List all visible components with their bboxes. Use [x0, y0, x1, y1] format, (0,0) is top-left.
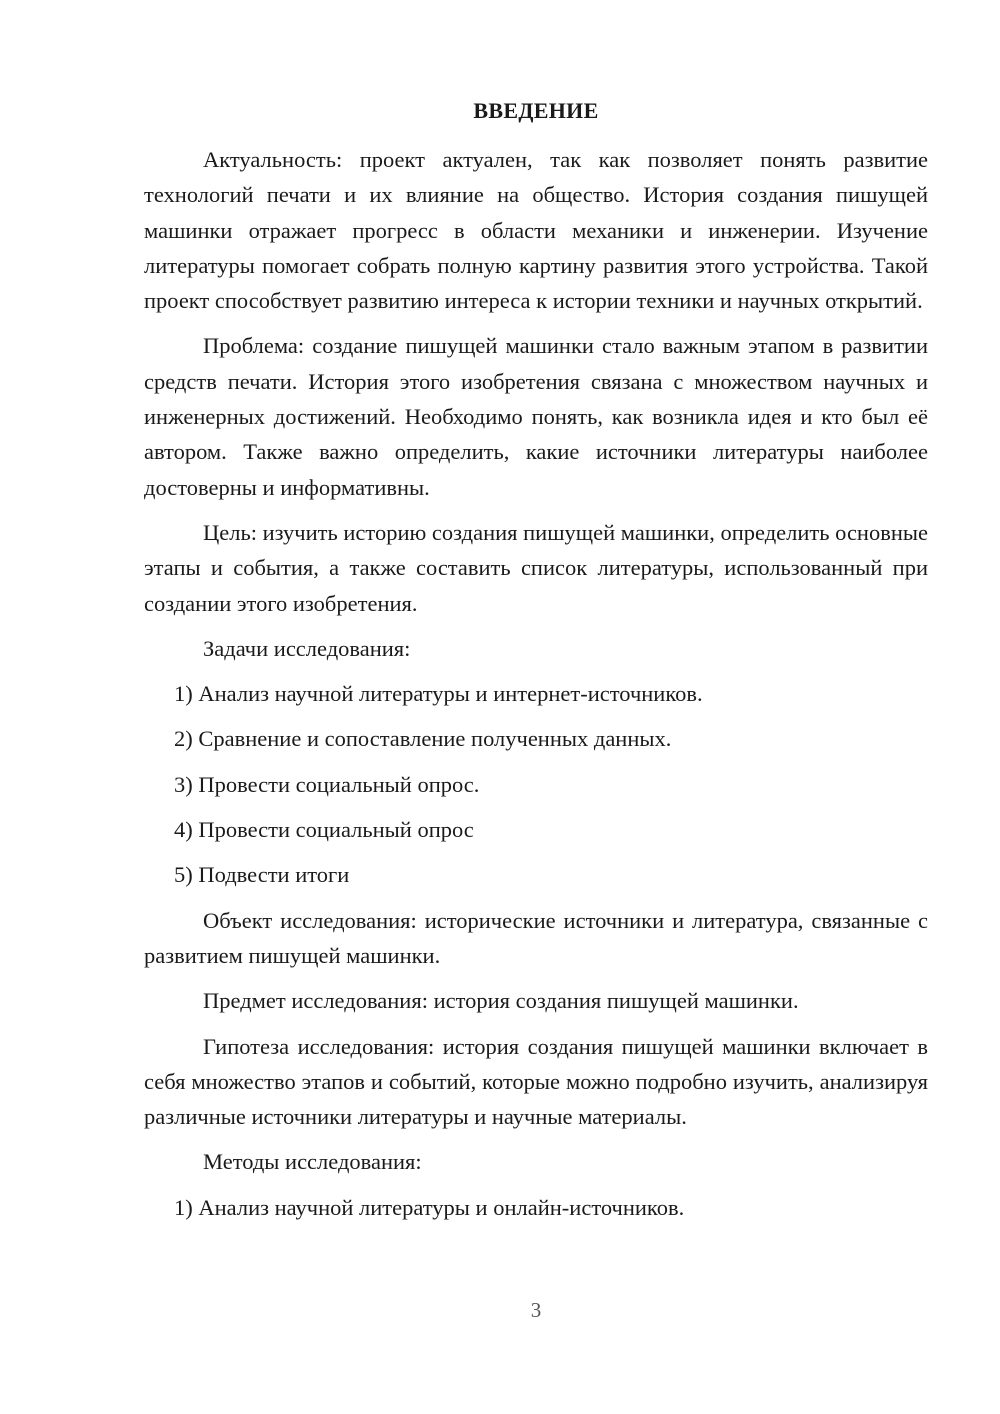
task-item-1: 1) Анализ научной литературы и интернет-источников. — [174, 681, 703, 707]
paragraph-problem: Проблема: создание пишущей машинки стало важным этапом в развитии средств печати. История этого изобретения связана с множеством научных и инженерных достижений. Необходимо понять, как возникла идея и кто был её автором. Также важно определить, какие источники литературы наиболее достоверны и информативны. — [144, 333, 928, 500]
tasks-heading: Задачи исследования: — [203, 635, 411, 661]
task-item-4: 4) Провести социальный опрос — [174, 817, 474, 843]
paragraph-goal: Цель: изучить историю создания пишущей машинки, определить основные этапы и события, а также составить список литературы, использованный при создании этого изобретения. — [144, 519, 928, 616]
document-body — [144, 142, 928, 1235]
task-item-2: 2) Сравнение и сопоставление полученных данных. — [174, 726, 672, 752]
paragraph-relevance: Актуальность: проект актуален, так как позволяет понять развитие технологий печати и их влияние на общество. История создания пишущей машинки отражает прогресс в области механики и инженерии. Изучение литературы помогает собрать полную картину развития этого устройства. Такой проект способствует развитию интереса к истории техники и научных открытий. — [144, 147, 928, 314]
task-item-5: 5) Подвести итоги — [174, 862, 350, 888]
methods-heading: Методы исследования: — [203, 1149, 422, 1175]
method-item-1: 1) Анализ научной литературы и онлайн-источников. — [174, 1194, 685, 1220]
paragraph-object: Объект исследования: исторические источники и литература, связанные с развитием пишущей машинки. — [144, 907, 928, 968]
page-number: 3 — [530, 1298, 542, 1322]
paragraph-subject: Предмет исследования: история создания пишущей машинки. — [203, 988, 799, 1014]
task-item-3: 3) Провести социальный опрос. — [174, 771, 480, 797]
document-title: ВВЕДЕНИЕ — [473, 98, 599, 123]
paragraph-hypothesis: Гипотеза исследования: история создания пишущей машинки включает в себя множество этапов и событий, которые можно подробно изучить, анализируя различные источники литературы и научные материалы. — [144, 1033, 928, 1130]
